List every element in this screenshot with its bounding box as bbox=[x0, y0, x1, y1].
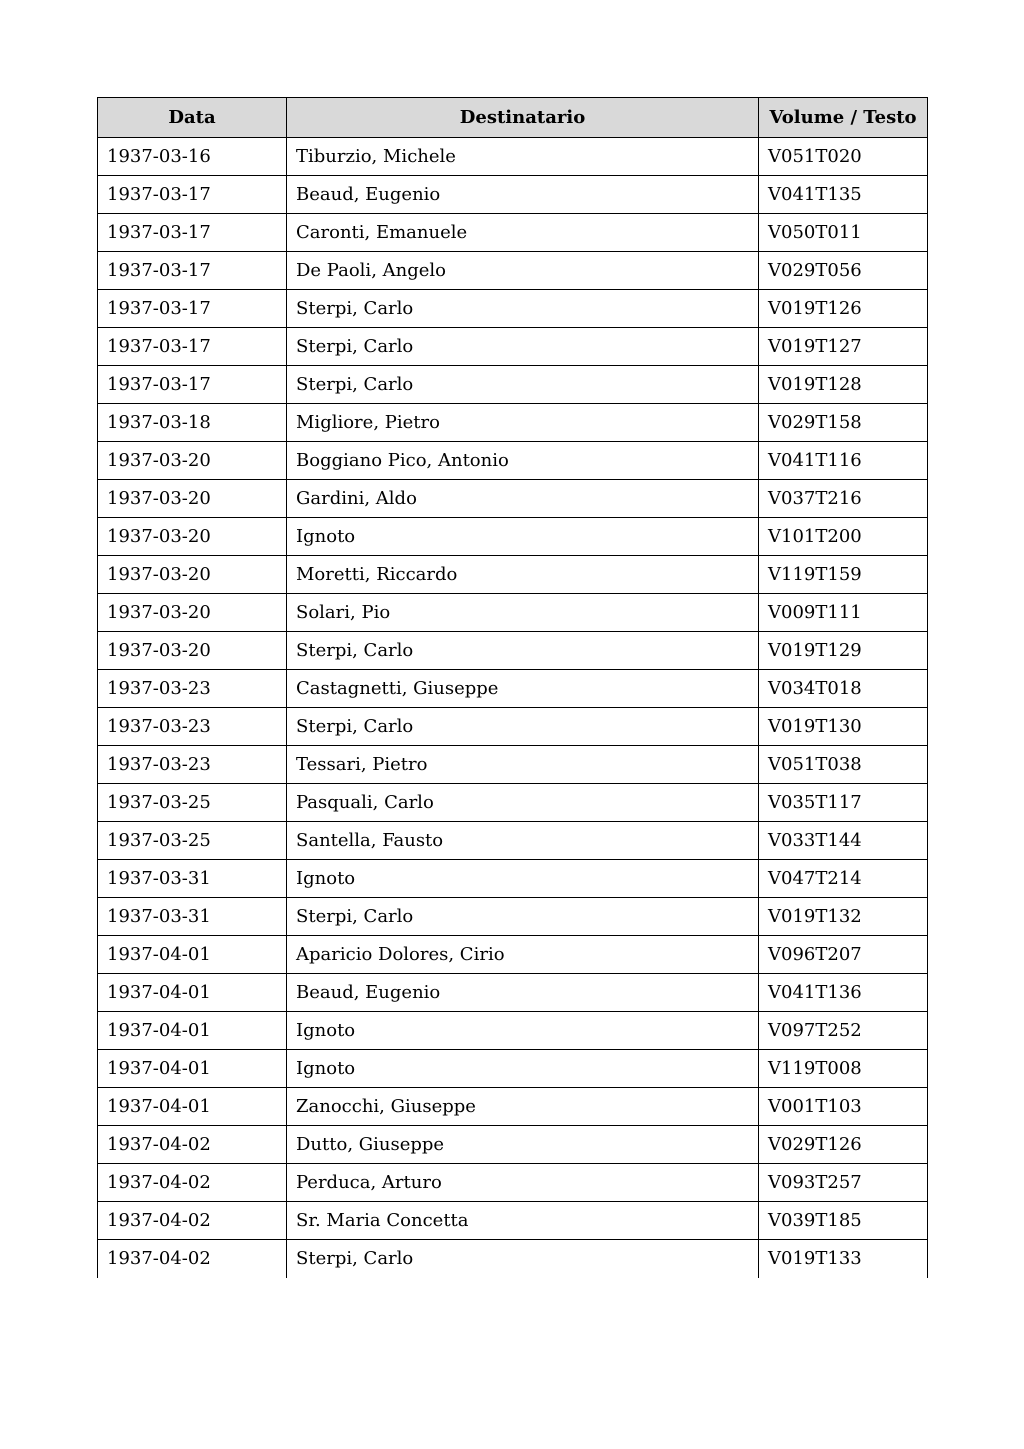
cell-volume-text: V119T159 bbox=[759, 556, 928, 594]
cell-volume-text: V035T117 bbox=[759, 784, 928, 822]
cell-recipient: Dutto, Giuseppe bbox=[287, 1126, 759, 1164]
table-row bbox=[98, 214, 928, 252]
table-row bbox=[98, 670, 928, 708]
cell-recipient: De Paoli, Angelo bbox=[287, 252, 759, 290]
cell-date: 1937-03-16 bbox=[98, 138, 287, 176]
cell-date: 1937-03-25 bbox=[98, 784, 287, 822]
table-row bbox=[98, 480, 928, 518]
cell-volume-text: V093T257 bbox=[759, 1164, 928, 1202]
table-row bbox=[98, 138, 928, 176]
cell-date: 1937-03-23 bbox=[98, 670, 287, 708]
cell-date: 1937-03-20 bbox=[98, 518, 287, 556]
cell-recipient: Moretti, Riccardo bbox=[287, 556, 759, 594]
cell-volume-text: V037T216 bbox=[759, 480, 928, 518]
table-row bbox=[98, 556, 928, 594]
cell-date: 1937-03-20 bbox=[98, 556, 287, 594]
table-row bbox=[98, 974, 928, 1012]
cell-date: 1937-03-25 bbox=[98, 822, 287, 860]
table-row bbox=[98, 366, 928, 404]
cell-recipient: Castagnetti, Giuseppe bbox=[287, 670, 759, 708]
table-row bbox=[98, 328, 928, 366]
cell-recipient: Gardini, Aldo bbox=[287, 480, 759, 518]
cell-volume-text: V033T144 bbox=[759, 822, 928, 860]
cell-date: 1937-04-02 bbox=[98, 1240, 287, 1278]
cell-date: 1937-04-02 bbox=[98, 1164, 287, 1202]
table-row bbox=[98, 1240, 928, 1278]
cell-date: 1937-03-17 bbox=[98, 252, 287, 290]
cell-volume-text: V051T020 bbox=[759, 138, 928, 176]
table-row bbox=[98, 594, 928, 632]
cell-recipient: Pasquali, Carlo bbox=[287, 784, 759, 822]
cell-date: 1937-03-31 bbox=[98, 898, 287, 936]
table-row bbox=[98, 252, 928, 290]
cell-date: 1937-03-31 bbox=[98, 860, 287, 898]
table-row bbox=[98, 632, 928, 670]
cell-date: 1937-03-17 bbox=[98, 214, 287, 252]
cell-volume-text: V041T116 bbox=[759, 442, 928, 480]
cell-recipient: Migliore, Pietro bbox=[287, 404, 759, 442]
cell-recipient: Sterpi, Carlo bbox=[287, 1240, 759, 1278]
cell-recipient: Solari, Pio bbox=[287, 594, 759, 632]
table-row bbox=[98, 290, 928, 328]
cell-volume-text: V019T129 bbox=[759, 632, 928, 670]
cell-volume-text: V009T111 bbox=[759, 594, 928, 632]
cell-volume-text: V019T126 bbox=[759, 290, 928, 328]
cell-volume-text: V001T103 bbox=[759, 1088, 928, 1126]
column-header-recipient: Destinatario bbox=[287, 98, 759, 138]
cell-volume-text: V096T207 bbox=[759, 936, 928, 974]
cell-volume-text: V050T011 bbox=[759, 214, 928, 252]
cell-date: 1937-03-18 bbox=[98, 404, 287, 442]
cell-recipient: Zanocchi, Giuseppe bbox=[287, 1088, 759, 1126]
table-row bbox=[98, 784, 928, 822]
table-row bbox=[98, 404, 928, 442]
cell-recipient: Ignoto bbox=[287, 1050, 759, 1088]
cell-recipient: Sterpi, Carlo bbox=[287, 328, 759, 366]
cell-volume-text: V029T158 bbox=[759, 404, 928, 442]
table-row bbox=[98, 518, 928, 556]
cell-recipient: Ignoto bbox=[287, 860, 759, 898]
table-row bbox=[98, 1126, 928, 1164]
cell-date: 1937-04-01 bbox=[98, 1050, 287, 1088]
cell-date: 1937-03-20 bbox=[98, 632, 287, 670]
table-row bbox=[98, 442, 928, 480]
cell-date: 1937-04-02 bbox=[98, 1126, 287, 1164]
cell-volume-text: V041T136 bbox=[759, 974, 928, 1012]
cell-recipient: Boggiano Pico, Antonio bbox=[287, 442, 759, 480]
cell-date: 1937-03-20 bbox=[98, 442, 287, 480]
table-row bbox=[98, 1050, 928, 1088]
cell-date: 1937-03-17 bbox=[98, 366, 287, 404]
cell-date: 1937-03-20 bbox=[98, 480, 287, 518]
cell-recipient: Tiburzio, Michele bbox=[287, 138, 759, 176]
cell-recipient: Beaud, Eugenio bbox=[287, 176, 759, 214]
cell-date: 1937-03-17 bbox=[98, 290, 287, 328]
cell-volume-text: V029T126 bbox=[759, 1126, 928, 1164]
cell-volume-text: V019T133 bbox=[759, 1240, 928, 1278]
cell-volume-text: V039T185 bbox=[759, 1202, 928, 1240]
cell-date: 1937-03-17 bbox=[98, 176, 287, 214]
cell-volume-text: V041T135 bbox=[759, 176, 928, 214]
table-row bbox=[98, 1202, 928, 1240]
cell-date: 1937-04-01 bbox=[98, 974, 287, 1012]
cell-volume-text: V019T132 bbox=[759, 898, 928, 936]
cell-date: 1937-03-23 bbox=[98, 746, 287, 784]
cell-recipient: Sterpi, Carlo bbox=[287, 632, 759, 670]
column-header-date: Data bbox=[98, 98, 287, 138]
cell-recipient: Caronti, Emanuele bbox=[287, 214, 759, 252]
cell-volume-text: V047T214 bbox=[759, 860, 928, 898]
cell-recipient: Beaud, Eugenio bbox=[287, 974, 759, 1012]
cell-date: 1937-04-01 bbox=[98, 1012, 287, 1050]
table-row bbox=[98, 746, 928, 784]
cell-date: 1937-03-17 bbox=[98, 328, 287, 366]
cell-date: 1937-04-02 bbox=[98, 1202, 287, 1240]
table-row bbox=[98, 1088, 928, 1126]
table-header-row bbox=[98, 98, 928, 138]
table-row bbox=[98, 860, 928, 898]
cell-date: 1937-03-20 bbox=[98, 594, 287, 632]
cell-recipient: Sterpi, Carlo bbox=[287, 898, 759, 936]
cell-recipient: Sterpi, Carlo bbox=[287, 290, 759, 328]
table-row bbox=[98, 1164, 928, 1202]
cell-volume-text: V101T200 bbox=[759, 518, 928, 556]
cell-recipient: Ignoto bbox=[287, 518, 759, 556]
cell-date: 1937-04-01 bbox=[98, 1088, 287, 1126]
cell-recipient: Sterpi, Carlo bbox=[287, 366, 759, 404]
table-body bbox=[98, 138, 928, 1278]
table-row bbox=[98, 176, 928, 214]
cell-recipient: Perduca, Arturo bbox=[287, 1164, 759, 1202]
cell-volume-text: V119T008 bbox=[759, 1050, 928, 1088]
cell-volume-text: V034T018 bbox=[759, 670, 928, 708]
table-row bbox=[98, 898, 928, 936]
cell-recipient: Santella, Fausto bbox=[287, 822, 759, 860]
table-row bbox=[98, 822, 928, 860]
cell-volume-text: V029T056 bbox=[759, 252, 928, 290]
cell-volume-text: V019T130 bbox=[759, 708, 928, 746]
table-row bbox=[98, 936, 928, 974]
table-row bbox=[98, 1012, 928, 1050]
column-header-volume-text: Volume / Testo bbox=[759, 98, 928, 138]
cell-volume-text: V097T252 bbox=[759, 1012, 928, 1050]
letters-index-table bbox=[97, 97, 928, 1278]
cell-volume-text: V051T038 bbox=[759, 746, 928, 784]
cell-volume-text: V019T128 bbox=[759, 366, 928, 404]
cell-recipient: Tessari, Pietro bbox=[287, 746, 759, 784]
cell-date: 1937-03-23 bbox=[98, 708, 287, 746]
cell-volume-text: V019T127 bbox=[759, 328, 928, 366]
cell-date: 1937-04-01 bbox=[98, 936, 287, 974]
cell-recipient: Ignoto bbox=[287, 1012, 759, 1050]
cell-recipient: Sterpi, Carlo bbox=[287, 708, 759, 746]
cell-recipient: Aparicio Dolores, Cirio bbox=[287, 936, 759, 974]
table-row bbox=[98, 708, 928, 746]
cell-recipient: Sr. Maria Concetta bbox=[287, 1202, 759, 1240]
